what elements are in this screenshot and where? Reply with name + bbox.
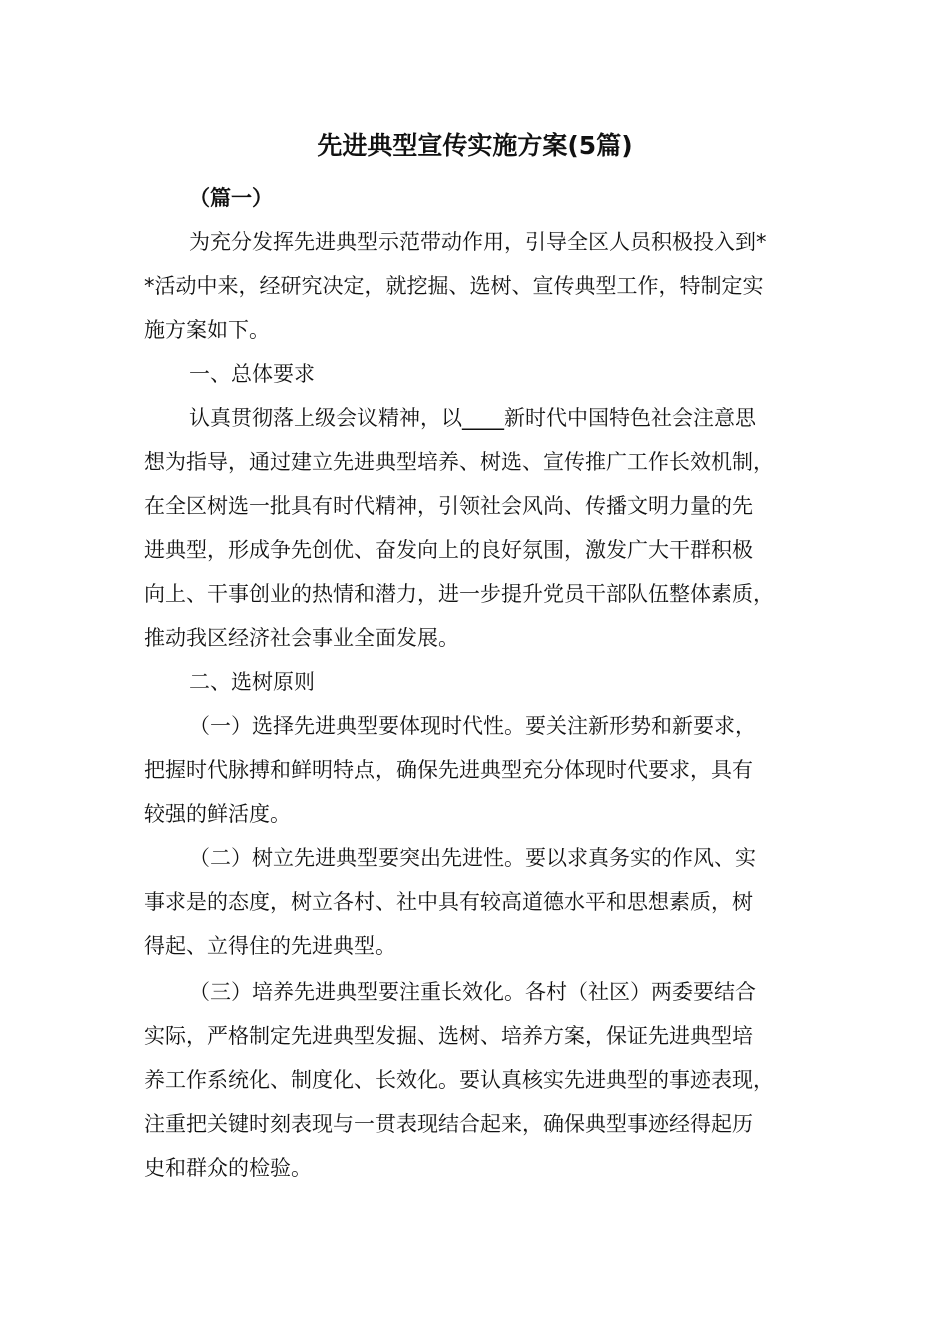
paragraph-line: 向上、干事创业的热情和潜力，进一步提升党员干部队伍整体素质， bbox=[144, 582, 774, 606]
paragraph-line: 施方案如下。 bbox=[144, 318, 270, 342]
paragraph-line: 进典型，形成争先创优、奋发向上的良好氛围，激发广大干群积极 bbox=[144, 538, 753, 562]
paragraph-line: *活动中来，经研究决定，就挖掘、选树、宣传典型工作，特制定实 bbox=[144, 274, 764, 298]
section-heading: 一、总体要求 bbox=[189, 362, 315, 386]
paragraph-line: （三）培养先进典型要注重长效化。各村（社区）两委要结合 bbox=[189, 980, 756, 1004]
paragraph-line: 实际，严格制定先进典型发掘、选树、培养方案，保证先进典型培 bbox=[144, 1024, 753, 1048]
paragraph-line: 养工作系统化、制度化、长效化。要认真核实先进典型的事迹表现， bbox=[144, 1068, 774, 1092]
paragraph-line: 史和群众的检验。 bbox=[144, 1156, 312, 1180]
paragraph-line: 事求是的态度，树立各村、社中具有较高道德水平和思想素质，树 bbox=[144, 890, 753, 914]
document-title: 先进典型宣传实施方案(5篇) bbox=[317, 131, 633, 160]
paragraph-line: （二）树立先进典型要突出先进性。要以求真务实的作风、实 bbox=[189, 846, 756, 870]
section-heading: 二、选树原则 bbox=[189, 670, 315, 694]
paragraph-line: 把握时代脉搏和鲜明特点，确保先进典型充分体现时代要求，具有 bbox=[144, 758, 753, 782]
paragraph-line: 推动我区经济社会事业全面发展。 bbox=[144, 626, 459, 650]
paragraph-line: 得起、立得住的先进典型。 bbox=[144, 934, 396, 958]
paragraph-line: 想为指导，通过建立先进典型培养、树选、宣传推广工作长效机制， bbox=[144, 450, 774, 474]
section-subtitle: （篇一） bbox=[189, 186, 273, 210]
paragraph-line: （一）选择先进典型要体现时代性。要关注新形势和新要求， bbox=[189, 714, 756, 738]
paragraph-line: 为充分发挥先进典型示范带动作用，引导全区人员积极投入到* bbox=[189, 230, 767, 254]
paragraph-line: 在全区树选一批具有时代精神，引领社会风尚、传播文明力量的先 bbox=[144, 494, 753, 518]
paragraph-line: 认真贯彻落上级会议精神，以____新时代中国特色社会注意思 bbox=[189, 406, 756, 430]
paragraph-line: 注重把关键时刻表现与一贯表现结合起来，确保典型事迹经得起历 bbox=[144, 1112, 753, 1136]
paragraph-line: 较强的鲜活度。 bbox=[144, 802, 291, 826]
